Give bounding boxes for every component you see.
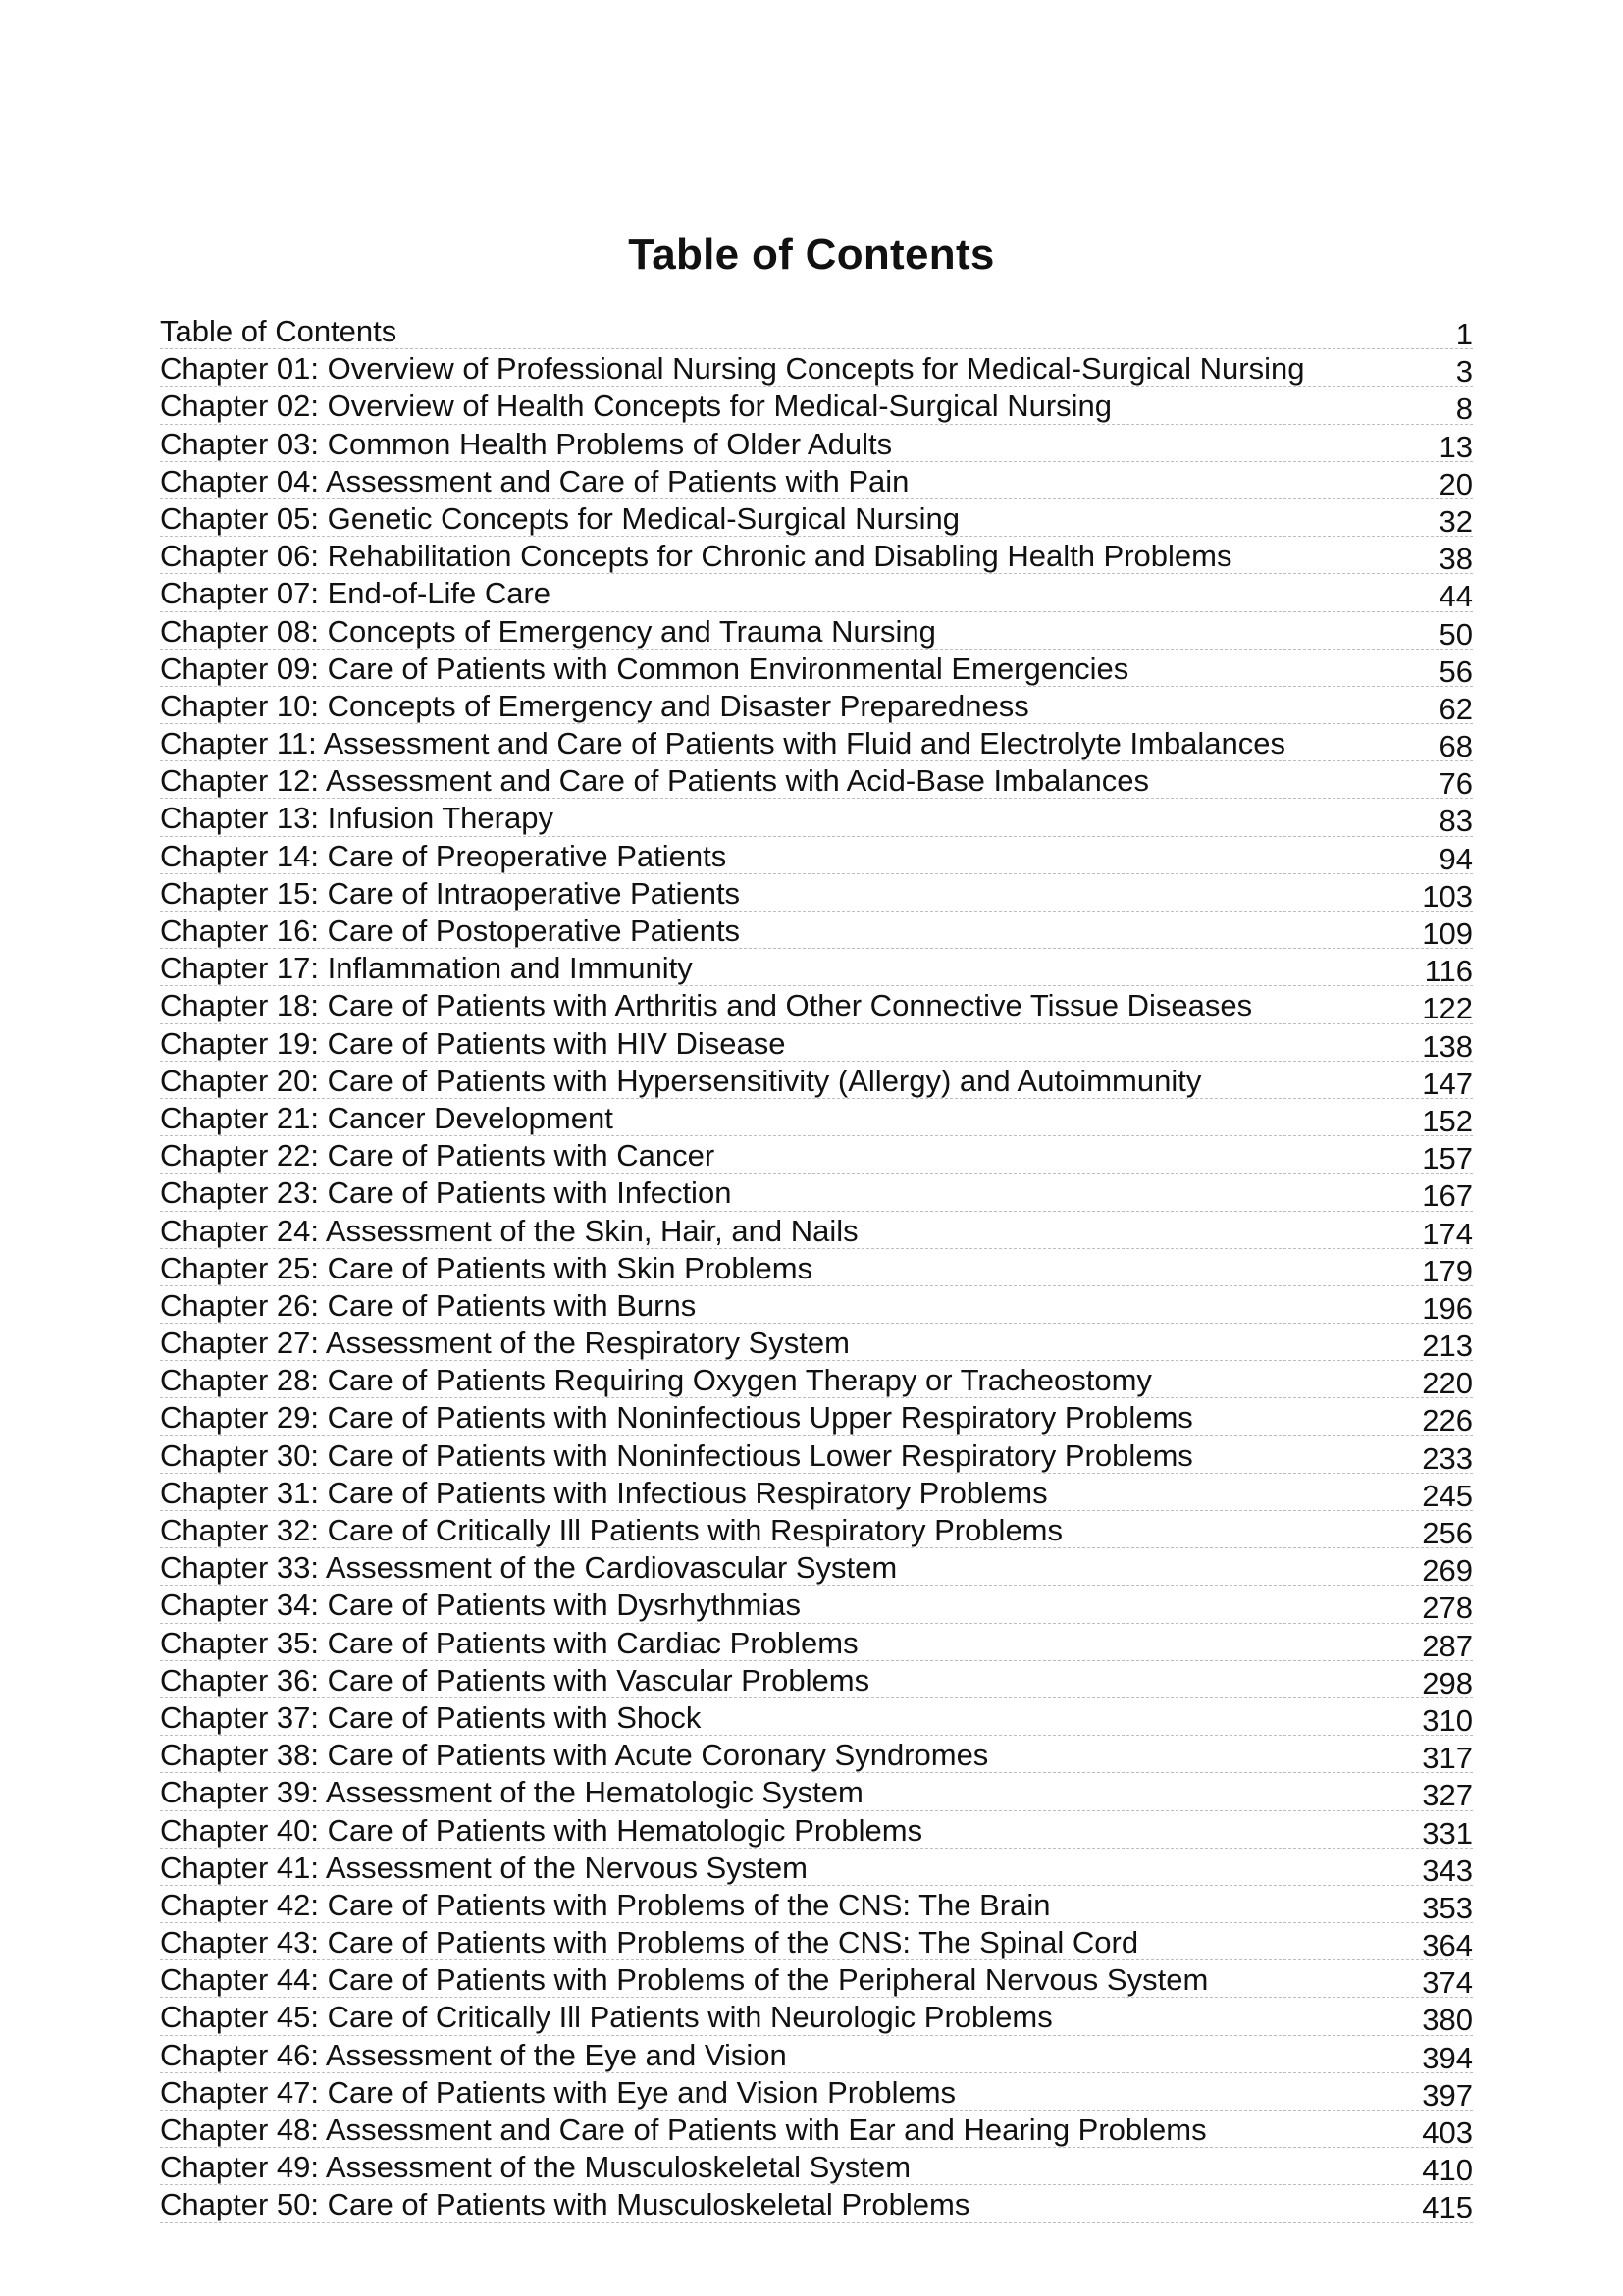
toc-entry[interactable] [160, 1849, 1473, 1886]
toc-entry-title: Chapter 40: Care of Patients with Hematologic Problems [160, 1812, 923, 1848]
toc-entry-title: Chapter 30: Care of Patients with Noninfectious Lower Respiratory Problems [160, 1437, 1193, 1473]
toc-entry[interactable] [160, 1249, 1473, 1286]
toc-entry-page-number: 256 [1422, 1516, 1473, 1550]
toc-entry-page-number: 226 [1422, 1403, 1473, 1438]
toc-entry-title: Chapter 44: Care of Patients with Problems of the Peripheral Nervous System [160, 1962, 1209, 1998]
toc-entry-title: Chapter 41: Assessment of the Nervous System [160, 1850, 808, 1885]
toc-entry[interactable] [160, 1661, 1473, 1698]
toc-entry-page-number: 1 [1455, 317, 1473, 351]
toc-entry-page-number: 179 [1422, 1253, 1473, 1288]
toc-entry[interactable] [160, 949, 1473, 989]
toc-entry-page-number: 103 [1422, 878, 1473, 913]
toc-entry[interactable] [160, 499, 1473, 537]
toc-entry-title: Chapter 24: Assessment of the Skin, Hair, and Nails [160, 1213, 859, 1248]
toc-entry-page-number: 147 [1422, 1066, 1473, 1101]
toc-entry-title: Chapter 46: Assessment of the Eye and Vision [160, 2037, 787, 2072]
toc-entry-title: Chapter 49: Assessment of the Musculoskeletal System [160, 2150, 912, 2185]
toc-entry[interactable] [160, 1286, 1473, 1324]
toc-entry[interactable] [160, 349, 1473, 390]
toc-entry-page-number: 415 [1422, 2190, 1473, 2225]
toc-entry-title: Chapter 43: Care of Patients with Problems of the CNS: The Spinal Cord [160, 1925, 1139, 1960]
toc-entry[interactable] [160, 2148, 1473, 2188]
toc-entry-page-number: 278 [1422, 1591, 1473, 1626]
toc-entry-page-number: 310 [1422, 1702, 1473, 1738]
toc-entry[interactable] [160, 1099, 1473, 1136]
toc-entry[interactable] [160, 1624, 1473, 1661]
toc-entry-page-number: 122 [1422, 991, 1473, 1026]
toc-entry-page-number: 298 [1422, 1665, 1473, 1700]
toc-entry-title: Chapter 14: Care of Preoperative Patients [160, 838, 727, 873]
toc-entry[interactable] [160, 1212, 1473, 1249]
toc-entry-title: Table of Contents [160, 314, 397, 348]
toc-entry[interactable] [160, 986, 1473, 1026]
toc-entry-title: Chapter 23: Care of Patients with Infection [160, 1175, 732, 1211]
toc-entry-page-number: 62 [1439, 691, 1473, 726]
toc-entry-title: Chapter 17: Inflammation and Immunity [160, 951, 693, 986]
toc-entry-title: Chapter 48: Assessment and Care of Patients with Ear and Hearing Problems [160, 2113, 1207, 2147]
toc-entry[interactable] [160, 1398, 1473, 1438]
toc-entry-page-number: 331 [1422, 1815, 1473, 1851]
toc-entry-title: Chapter 19: Care of Patients with HIV Disease [160, 1025, 786, 1061]
toc-entry[interactable] [160, 837, 1473, 874]
toc-entry-page-number: 374 [1422, 1965, 1473, 2001]
toc-entry[interactable] [160, 1736, 1473, 1776]
toc-entry-page-number: 94 [1439, 841, 1473, 876]
toc-entry-page-number: 68 [1439, 729, 1473, 764]
toc-entry-title: Chapter 35: Care of Patients with Cardiac Problems [160, 1625, 859, 1660]
toc-entry[interactable] [160, 2036, 1473, 2073]
toc-entry-page-number: 403 [1422, 2115, 1473, 2150]
toc-entry[interactable] [160, 462, 1473, 499]
toc-entry-title: Chapter 16: Care of Postoperative Patients [160, 913, 741, 948]
toc-entry[interactable] [160, 1773, 1473, 1813]
toc-entry[interactable] [160, 1586, 1473, 1626]
toc-entry-page-number: 116 [1424, 954, 1473, 989]
toc-entry-title: Chapter 32: Care of Critically Ill Patients with Respiratory Problems [160, 1513, 1064, 1547]
toc-entry[interactable] [160, 1474, 1473, 1511]
toc-entry[interactable] [160, 2073, 1473, 2111]
toc-entry-title: Chapter 42: Care of Patients with Problems of the CNS: The Brain [160, 1887, 1051, 1922]
toc-entry-title: Chapter 37: Care of Patients with Shock [160, 1699, 702, 1735]
toc-list [160, 312, 1473, 2223]
toc-entry[interactable] [160, 1886, 1473, 1923]
toc-entry-page-number: 32 [1439, 503, 1473, 539]
toc-entry-page-number: 380 [1422, 2003, 1473, 2038]
toc-entry-page-number: 138 [1422, 1028, 1473, 1064]
toc-entry[interactable] [160, 761, 1473, 802]
toc-entry-title: Chapter 10: Concepts of Emergency and Disaster Preparedness [160, 688, 1029, 723]
toc-entry[interactable] [160, 650, 1473, 687]
toc-entry-title: Chapter 03: Common Health Problems of Older Adults [160, 426, 893, 461]
toc-entry[interactable] [160, 1436, 1473, 1474]
toc-entry[interactable] [160, 537, 1473, 577]
toc-entry-page-number: 317 [1422, 1741, 1473, 1776]
toc-entry-page-number: 50 [1439, 616, 1473, 652]
toc-entry[interactable] [160, 312, 1473, 349]
toc-entry[interactable] [160, 724, 1473, 764]
toc-entry-page-number: 213 [1422, 1329, 1473, 1364]
toc-entry-page-number: 167 [1422, 1178, 1473, 1214]
page-title: Table of Contents [628, 231, 995, 279]
toc-entry-title: Chapter 47: Care of Patients with Eye and Vision Problems [160, 2074, 957, 2110]
toc-entry-page-number: 196 [1422, 1290, 1473, 1326]
toc-entry-title: Chapter 22: Care of Patients with Cancer [160, 1138, 715, 1174]
toc-entry-title: Chapter 07: End-of-Life Care [160, 576, 551, 611]
toc-entry-title: Chapter 06: Rehabilitation Concepts for Chronic and Disabling Health Problems [160, 539, 1232, 574]
toc-entry-title: Chapter 02: Overview of Health Concepts for Medical-Surgical Nursing [160, 389, 1113, 424]
toc-entry[interactable] [160, 1811, 1473, 1849]
toc-entry[interactable] [160, 799, 1473, 839]
toc-entry[interactable] [160, 1361, 1473, 1401]
toc-entry-page-number: 8 [1455, 391, 1473, 427]
toc-entry-title: Chapter 15: Care of Intraoperative Patients [160, 875, 741, 911]
toc-entry[interactable] [160, 1062, 1473, 1099]
toc-entry[interactable] [160, 874, 1473, 912]
toc-entry[interactable] [160, 1136, 1473, 1174]
toc-entry-title: Chapter 28: Care of Patients Requiring Oxygen Therapy or Tracheostomy [160, 1363, 1152, 1398]
toc-entry[interactable] [160, 612, 1473, 650]
toc-entry[interactable] [160, 1548, 1473, 1589]
toc-entry-title: Chapter 34: Care of Patients with Dysrhythmias [160, 1588, 801, 1623]
toc-entry[interactable] [160, 425, 1473, 462]
toc-entry-title: Chapter 36: Care of Patients with Vascular Problems [160, 1662, 870, 1697]
toc-entry-title: Chapter 26: Care of Patients with Burns [160, 1287, 697, 1323]
toc-entry-title: Chapter 13: Infusion Therapy [160, 801, 553, 836]
toc-entry[interactable] [160, 687, 1473, 724]
toc-entry[interactable] [160, 1923, 1473, 1963]
toc-entry[interactable] [160, 1024, 1473, 1062]
toc-entry-title: Chapter 39: Assessment of the Hematologic System [160, 1775, 864, 1810]
toc-entry-title: Chapter 21: Cancer Development [160, 1100, 613, 1135]
toc-entry-title: Chapter 18: Care of Patients with Arthritis and Other Connective Tissue Diseases [160, 988, 1253, 1023]
toc-entry-page-number: 220 [1422, 1366, 1473, 1401]
toc-entry-page-number: 20 [1439, 466, 1473, 501]
toc-entry-title: Chapter 04: Assessment and Care of Patients with Pain [160, 463, 910, 498]
toc-entry-page-number: 394 [1422, 2040, 1473, 2075]
toc-entry[interactable] [160, 1511, 1473, 1548]
toc-entry[interactable] [160, 1960, 1473, 2001]
toc-entry-title: Chapter 11: Assessment and Care of Patients with Fluid and Electrolyte Imbalances [160, 726, 1286, 761]
toc-entry-page-number: 174 [1422, 1216, 1473, 1251]
toc-entry[interactable] [160, 387, 1473, 427]
toc-entry-title: Chapter 12: Assessment and Care of Patients with Acid-Base Imbalances [160, 763, 1150, 799]
toc-entry[interactable] [160, 1698, 1473, 1736]
toc-entry-page-number: 353 [1422, 1890, 1473, 1925]
toc-entry-page-number: 56 [1439, 653, 1473, 689]
toc-entry-page-number: 44 [1439, 579, 1473, 614]
toc-entry-page-number: 269 [1422, 1553, 1473, 1589]
toc-entry[interactable] [160, 1998, 1473, 2038]
toc-entry-title: Chapter 20: Care of Patients with Hypersensitivity (Allergy) and Autoimmunity [160, 1063, 1202, 1098]
toc-entry-title: Chapter 33: Assessment of the Cardiovascular System [160, 1550, 898, 1586]
toc-entry-page-number: 38 [1439, 542, 1473, 577]
toc-entry-title: Chapter 01: Overview of Professional Nursing Concepts for Medical-Surgical Nursing [160, 351, 1305, 387]
toc-entry[interactable] [160, 1324, 1473, 1364]
toc-entry-title: Chapter 08: Concepts of Emergency and Trauma Nursing [160, 613, 936, 649]
toc-entry-title: Chapter 38: Care of Patients with Acute Coronary Syndromes [160, 1738, 989, 1773]
toc-entry[interactable] [160, 2185, 1473, 2225]
toc-entry-page-number: 233 [1422, 1440, 1473, 1476]
toc-entry-title: Chapter 45: Care of Critically Ill Patients with Neurologic Problems [160, 2000, 1053, 2035]
toc-entry-page-number: 76 [1439, 766, 1473, 802]
toc-entry-page-number: 410 [1422, 2153, 1473, 2188]
toc-entry-page-number: 83 [1439, 804, 1473, 839]
toc-entry-title: Chapter 25: Care of Patients with Skin Problems [160, 1250, 813, 1285]
toc-entry-page-number: 343 [1422, 1852, 1473, 1888]
toc-entry-title: Chapter 27: Assessment of the Respiratory System [160, 1326, 850, 1361]
toc-entry-page-number: 157 [1422, 1141, 1473, 1176]
toc-entry-title: Chapter 09: Care of Patients with Common Environmental Emergencies [160, 651, 1129, 686]
toc-entry-page-number: 287 [1422, 1628, 1473, 1663]
toc-entry-page-number: 109 [1422, 916, 1473, 951]
toc-entry[interactable] [160, 574, 1473, 614]
toc-entry-page-number: 397 [1422, 2077, 1473, 2113]
toc-entry-title: Chapter 29: Care of Patients with Noninfectious Upper Respiratory Problems [160, 1400, 1193, 1435]
toc-entry-page-number: 13 [1439, 429, 1473, 464]
toc-entry[interactable] [160, 1174, 1473, 1214]
toc-entry-title: Chapter 05: Genetic Concepts for Medical-Surgical Nursing [160, 500, 960, 536]
toc-entry-page-number: 327 [1422, 1778, 1473, 1813]
toc-entry-page-number: 152 [1422, 1103, 1473, 1138]
toc-entry[interactable] [160, 912, 1473, 949]
toc-entry-title: Chapter 50: Care of Patients with Musculoskeletal Problems [160, 2187, 970, 2222]
toc-entry-page-number: 3 [1455, 354, 1473, 390]
toc-entry-page-number: 245 [1422, 1478, 1473, 1513]
toc-entry-page-number: 364 [1422, 1928, 1473, 1963]
toc-entry-title: Chapter 31: Care of Patients with Infectious Respiratory Problems [160, 1475, 1048, 1510]
toc-entry[interactable] [160, 2111, 1473, 2148]
